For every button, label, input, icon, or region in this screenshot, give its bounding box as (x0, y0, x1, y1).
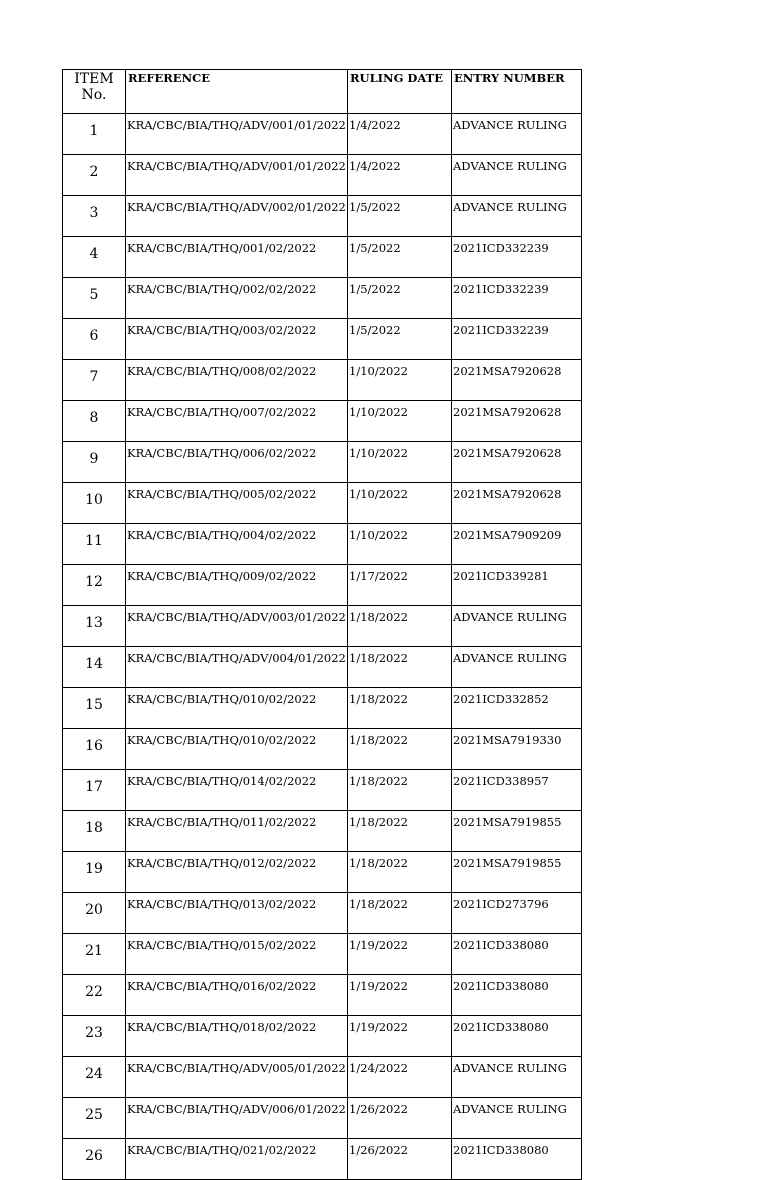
cell-item-no: 9 (63, 442, 126, 483)
cell-item-no: 20 (63, 893, 126, 934)
cell-ruling-date: 1/10/2022 (348, 483, 452, 524)
cell-entry-number: 2021ICD338080 (452, 934, 582, 975)
cell-reference: KRA/CBC/BIA/THQ/018/02/2022 (126, 1016, 348, 1057)
cell-entry-number: ADVANCE RULING (452, 606, 582, 647)
cell-ruling-date: 1/5/2022 (348, 319, 452, 360)
table-row (63, 278, 582, 319)
cell-reference: KRA/CBC/BIA/THQ/ADV/002/01/2022 (126, 196, 348, 237)
cell-item-no: 15 (63, 688, 126, 729)
cell-entry-number: 2021MSA7920628 (452, 360, 582, 401)
cell-reference: KRA/CBC/BIA/THQ/010/02/2022 (126, 688, 348, 729)
cell-entry-number: 2021ICD273796 (452, 893, 582, 934)
table-row (63, 893, 582, 934)
table-row (63, 442, 582, 483)
cell-entry-number: 2021MSA7920628 (452, 442, 582, 483)
table-row (63, 1139, 582, 1180)
cell-entry-number: 2021ICD338080 (452, 975, 582, 1016)
cell-reference: KRA/CBC/BIA/THQ/ADV/006/01/2022 (126, 1098, 348, 1139)
table-row (63, 729, 582, 770)
cell-reference: KRA/CBC/BIA/THQ/012/02/2022 (126, 852, 348, 893)
cell-entry-number: 2021MSA7919855 (452, 811, 582, 852)
table-row (63, 155, 582, 196)
cell-reference: KRA/CBC/BIA/THQ/001/02/2022 (126, 237, 348, 278)
cell-item-no: 21 (63, 934, 126, 975)
cell-ruling-date: 1/18/2022 (348, 729, 452, 770)
cell-item-no: 2 (63, 155, 126, 196)
cell-ruling-date: 1/5/2022 (348, 278, 452, 319)
cell-entry-number: 2021MSA7919855 (452, 852, 582, 893)
cell-reference: KRA/CBC/BIA/THQ/006/02/2022 (126, 442, 348, 483)
table-row (63, 852, 582, 893)
cell-entry-number: ADVANCE RULING (452, 196, 582, 237)
cell-item-no: 23 (63, 1016, 126, 1057)
table-row (63, 688, 582, 729)
cell-item-no: 19 (63, 852, 126, 893)
header-reference: REFERENCE (126, 70, 348, 114)
cell-ruling-date: 1/24/2022 (348, 1057, 452, 1098)
cell-item-no: 25 (63, 1098, 126, 1139)
cell-reference: KRA/CBC/BIA/THQ/010/02/2022 (126, 729, 348, 770)
cell-entry-number: 2021ICD338080 (452, 1016, 582, 1057)
cell-ruling-date: 1/18/2022 (348, 811, 452, 852)
cell-ruling-date: 1/5/2022 (348, 237, 452, 278)
cell-item-no: 11 (63, 524, 126, 565)
cell-reference: KRA/CBC/BIA/THQ/008/02/2022 (126, 360, 348, 401)
table-row (63, 401, 582, 442)
table-row (63, 196, 582, 237)
table-row (63, 770, 582, 811)
cell-item-no: 18 (63, 811, 126, 852)
cell-reference: KRA/CBC/BIA/THQ/005/02/2022 (126, 483, 348, 524)
cell-ruling-date: 1/5/2022 (348, 196, 452, 237)
cell-ruling-date: 1/26/2022 (348, 1098, 452, 1139)
cell-reference: KRA/CBC/BIA/THQ/ADV/004/01/2022 (126, 647, 348, 688)
table-row (63, 606, 582, 647)
table-row (63, 319, 582, 360)
cell-entry-number: 2021ICD332239 (452, 319, 582, 360)
cell-entry-number: 2021ICD338957 (452, 770, 582, 811)
table-row (63, 565, 582, 606)
cell-reference: KRA/CBC/BIA/THQ/ADV/003/01/2022 (126, 606, 348, 647)
table-row (63, 360, 582, 401)
cell-ruling-date: 1/10/2022 (348, 360, 452, 401)
cell-reference: KRA/CBC/BIA/THQ/ADV/005/01/2022 (126, 1057, 348, 1098)
cell-item-no: 4 (63, 237, 126, 278)
table-body (63, 114, 582, 1180)
cell-entry-number: 2021ICD332852 (452, 688, 582, 729)
cell-entry-number: 2021MSA7919330 (452, 729, 582, 770)
table-row (63, 975, 582, 1016)
cell-entry-number: ADVANCE RULING (452, 1057, 582, 1098)
cell-item-no: 7 (63, 360, 126, 401)
cell-item-no: 16 (63, 729, 126, 770)
cell-item-no: 24 (63, 1057, 126, 1098)
cell-item-no: 14 (63, 647, 126, 688)
cell-ruling-date: 1/4/2022 (348, 114, 452, 155)
cell-entry-number: ADVANCE RULING (452, 155, 582, 196)
header-ruling-date: RULING DATE (348, 70, 452, 114)
table-row (63, 811, 582, 852)
table-row (63, 114, 582, 155)
cell-ruling-date: 1/18/2022 (348, 770, 452, 811)
table-row (63, 1057, 582, 1098)
cell-reference: KRA/CBC/BIA/THQ/ADV/001/01/2022 (126, 114, 348, 155)
cell-reference: KRA/CBC/BIA/THQ/004/02/2022 (126, 524, 348, 565)
cell-item-no: 13 (63, 606, 126, 647)
header-item-line1: ITEM (74, 71, 114, 87)
header-item-line2: No. (81, 87, 107, 103)
cell-item-no: 12 (63, 565, 126, 606)
cell-reference: KRA/CBC/BIA/THQ/013/02/2022 (126, 893, 348, 934)
cell-reference: KRA/CBC/BIA/THQ/014/02/2022 (126, 770, 348, 811)
cell-item-no: 22 (63, 975, 126, 1016)
table-row (63, 524, 582, 565)
cell-item-no: 10 (63, 483, 126, 524)
cell-entry-number: ADVANCE RULING (452, 1098, 582, 1139)
cell-entry-number: 2021ICD339281 (452, 565, 582, 606)
cell-ruling-date: 1/18/2022 (348, 688, 452, 729)
cell-entry-number: 2021ICD338080 (452, 1139, 582, 1180)
cell-reference: KRA/CBC/BIA/THQ/021/02/2022 (126, 1139, 348, 1180)
cell-ruling-date: 1/4/2022 (348, 155, 452, 196)
cell-reference: KRA/CBC/BIA/THQ/007/02/2022 (126, 401, 348, 442)
table-row (63, 483, 582, 524)
table-row (63, 647, 582, 688)
cell-ruling-date: 1/18/2022 (348, 647, 452, 688)
cell-entry-number: 2021ICD332239 (452, 278, 582, 319)
cell-ruling-date: 1/17/2022 (348, 565, 452, 606)
rulings-table (62, 69, 582, 1180)
cell-reference: KRA/CBC/BIA/THQ/009/02/2022 (126, 565, 348, 606)
cell-item-no: 3 (63, 196, 126, 237)
cell-ruling-date: 1/10/2022 (348, 401, 452, 442)
cell-reference: KRA/CBC/BIA/THQ/ADV/001/01/2022 (126, 155, 348, 196)
cell-ruling-date: 1/19/2022 (348, 1016, 452, 1057)
cell-item-no: 1 (63, 114, 126, 155)
cell-item-no: 17 (63, 770, 126, 811)
cell-entry-number: 2021MSA7920628 (452, 483, 582, 524)
cell-ruling-date: 1/18/2022 (348, 606, 452, 647)
cell-entry-number: 2021MSA7909209 (452, 524, 582, 565)
cell-reference: KRA/CBC/BIA/THQ/016/02/2022 (126, 975, 348, 1016)
table-row (63, 1098, 582, 1139)
table-row (63, 1016, 582, 1057)
cell-entry-number: ADVANCE RULING (452, 647, 582, 688)
cell-reference: KRA/CBC/BIA/THQ/015/02/2022 (126, 934, 348, 975)
header-entry-number: ENTRY NUMBER (452, 70, 582, 114)
table-row (63, 237, 582, 278)
header-item-no (63, 70, 126, 114)
cell-item-no: 8 (63, 401, 126, 442)
cell-ruling-date: 1/10/2022 (348, 524, 452, 565)
cell-ruling-date: 1/19/2022 (348, 975, 452, 1016)
cell-ruling-date: 1/26/2022 (348, 1139, 452, 1180)
cell-ruling-date: 1/10/2022 (348, 442, 452, 483)
cell-entry-number: ADVANCE RULING (452, 114, 582, 155)
cell-item-no: 6 (63, 319, 126, 360)
table-row (63, 934, 582, 975)
cell-item-no: 26 (63, 1139, 126, 1180)
cell-ruling-date: 1/19/2022 (348, 934, 452, 975)
cell-entry-number: 2021ICD332239 (452, 237, 582, 278)
cell-entry-number: 2021MSA7920628 (452, 401, 582, 442)
cell-reference: KRA/CBC/BIA/THQ/002/02/2022 (126, 278, 348, 319)
cell-reference: KRA/CBC/BIA/THQ/003/02/2022 (126, 319, 348, 360)
cell-ruling-date: 1/18/2022 (348, 852, 452, 893)
cell-item-no: 5 (63, 278, 126, 319)
cell-reference: KRA/CBC/BIA/THQ/011/02/2022 (126, 811, 348, 852)
table-header-row (63, 70, 582, 114)
cell-ruling-date: 1/18/2022 (348, 893, 452, 934)
